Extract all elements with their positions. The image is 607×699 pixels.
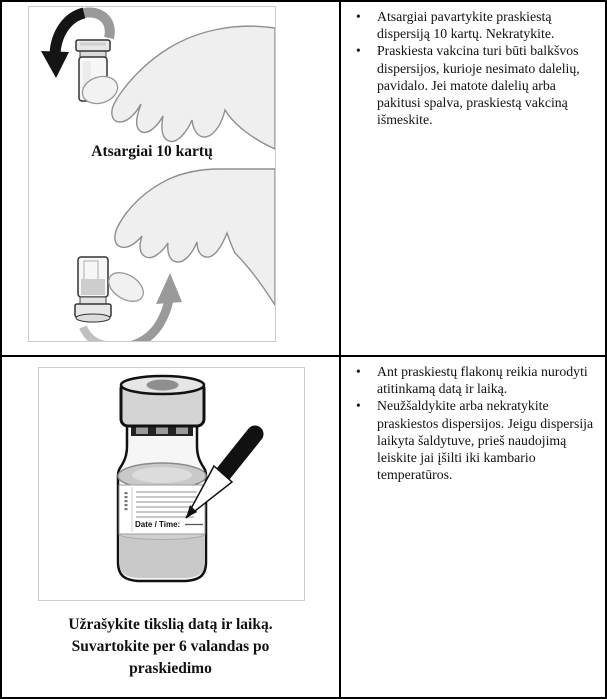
thumb (104, 267, 149, 307)
pencil-writing-on-vial-illustration (39, 368, 304, 600)
illustration-caption: Atsargiai 10 kartų (91, 143, 213, 160)
cell-row2-illustration (2, 357, 341, 697)
bullet-icon: • (356, 43, 361, 59)
flip-cap (121, 376, 204, 426)
list-item (354, 397, 599, 483)
caption-line: Suvartokite per 6 valandas po praskiedimo (71, 638, 270, 677)
instruction-text: Praskiesta vakcina turi būti balkšvos dispersijos, kurioje nesimato dalelių, pavidalo. Jei matote dalelių arba pakitusi spalva, praskiestą vakciną išmeskite. (377, 43, 580, 128)
illustration-label-vial (38, 367, 305, 601)
vial-with-label-icon (118, 376, 206, 581)
bullet-icon: • (356, 398, 361, 414)
cell-row1-illustration (2, 2, 341, 357)
cell-row2-text (341, 357, 605, 697)
liquid (119, 534, 205, 578)
instruction-text: Neužšaldykite arba nekratykite praskiestos dispersijos. Jeigu dispersija laikyta šaldytuve, prieš naudojimą leiskite jai įšilti iki kambario temperatūros. (377, 398, 594, 483)
hand-holding-vial-inverted (75, 169, 275, 341)
vial-inverted-icon (75, 257, 111, 322)
bullet-icon: • (356, 364, 361, 379)
illustration-caption (40, 614, 302, 680)
instruction-text: Atsargiai pavartykite praskiestą dispersiją 10 kartų. Nekratykite. (377, 9, 555, 42)
bullet-icon: • (356, 9, 361, 24)
hands-flipping-vial-illustration (29, 7, 275, 341)
caption-line: Užrašykite tikslią datą ir laiką. (68, 616, 273, 633)
list-item (354, 42, 599, 128)
list-item (354, 8, 599, 42)
cell-row1-text (341, 2, 605, 357)
hand-palm (112, 26, 275, 149)
list-item (354, 363, 599, 397)
hand-holding-vial-upright (41, 13, 275, 149)
illustration-flip-vial (28, 6, 276, 342)
instruction-text: Ant praskiestų flakonų reikia nurodyti atitinkamą datą ir laiką. (377, 364, 588, 397)
date-time-label: Date / Time: (135, 520, 181, 529)
